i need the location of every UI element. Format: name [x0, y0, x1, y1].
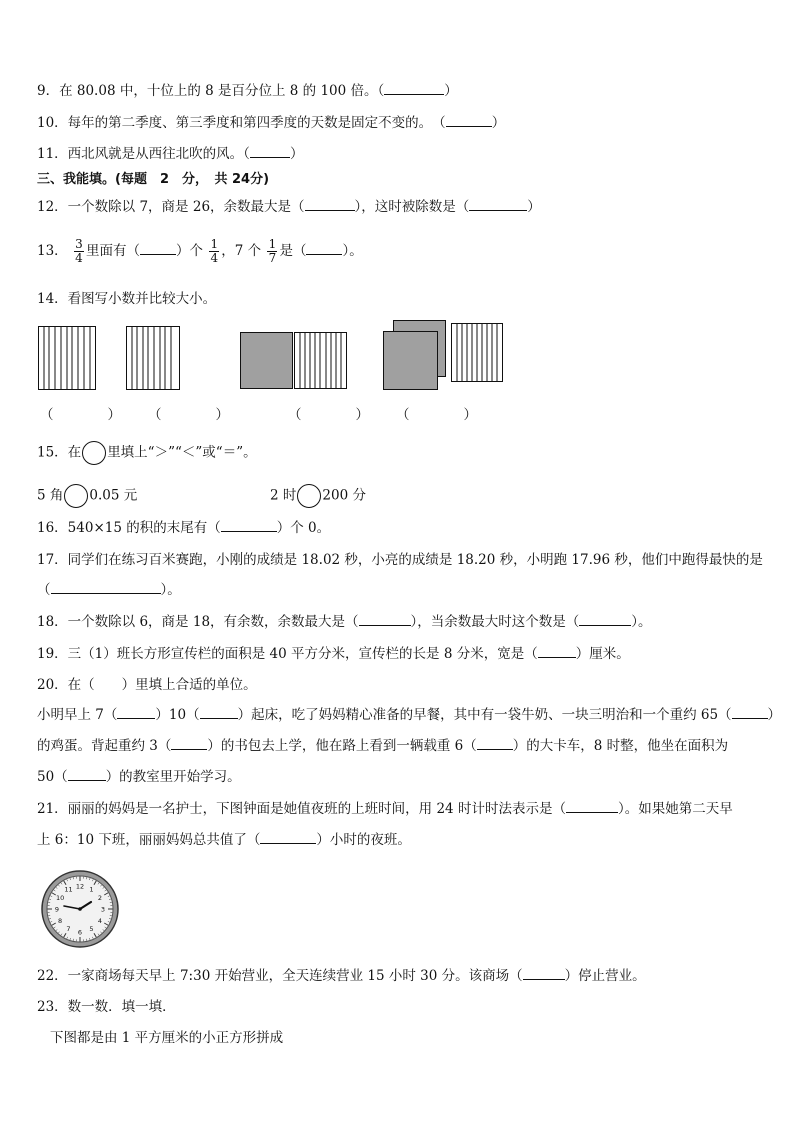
question-18: 18．一个数除以 6，商是 18，有余数，余数最大是（ ），当余数最大时这个数是（ ）。 — [37, 614, 652, 630]
fraction: $\frac{1}{4}$ — [210, 237, 219, 265]
clock-icon — [40, 869, 120, 949]
question-19: 19．三（1）班长方形宣传栏的面积是 40 平方分米，宣传栏的长是 8 分米，宽是（ ）厘米。 — [37, 646, 630, 662]
question-22: 22．一家商场每天早上 7:30 开始营业，全天连续营业 15 小时 30 分。该商场（ ）停止营业。 — [37, 968, 646, 984]
compare-item-left: 5 角 0.05 元 — [37, 484, 137, 508]
clock-number: 7 — [66, 925, 71, 934]
compare-circle[interactable] — [297, 484, 321, 508]
striped-figure-2 — [126, 326, 182, 392]
answer-blank[interactable] — [477, 737, 513, 750]
question-17: 17．同学们在练习百米赛跑，小刚的成绩是 18.02 秒，小亮的成绩是 18.20 秒，小明跑 17.96 秒，他们中跑得最快的是 — [37, 552, 763, 568]
compare-circle[interactable] — [64, 484, 88, 508]
compare-row-left[interactable]: （ ） （ ） — [40, 407, 229, 423]
question-23-subtext: 下图都是由 1 平方厘米的小正方形拼成 — [50, 1030, 284, 1046]
answer-blank[interactable] — [200, 706, 238, 719]
striped-figure-1 — [38, 326, 98, 392]
answer-blank[interactable] — [446, 114, 492, 127]
clock-number: 9 — [54, 905, 60, 914]
clock-number: 11 — [64, 885, 73, 894]
answer-blank[interactable] — [221, 519, 277, 532]
clock-number: 5 — [89, 925, 94, 934]
question-21-line-2: 上 6：10 下班，丽丽妈妈总共值了（ ）小时的夜班。 — [37, 832, 411, 848]
clock-number: 1 — [89, 885, 94, 894]
clock-number: 10 — [55, 893, 65, 902]
fraction: $\frac{3}{4}$ — [75, 237, 83, 265]
answer-blank[interactable] — [51, 581, 161, 594]
square-and-strips-figure — [240, 332, 352, 390]
section-heading: 三、我能填。(每题 2 分， 共 24分) — [37, 172, 270, 187]
answer-blank[interactable] — [469, 198, 527, 211]
question-12: 12．一个数除以 7，商是 26，余数最大是（ ），这时被除数是（ ） — [37, 199, 541, 215]
compare-item-right: 2 时 200 分 — [270, 484, 366, 508]
question-20-line-3: 50（ ）的教室里开始学习。 — [37, 769, 241, 785]
question-13: 13． $\frac{3}{4}$ 里面有（ ）个 $\frac{1}{4}$ ，7 个 $\frac{1}{7}$ 是（ ）。 — [37, 237, 363, 265]
answer-blank[interactable] — [384, 82, 444, 95]
question-20-line-2: 的鸡蛋。背起重约 3（ ）的书包去上学，他在路上看到一辆载重 6（ ）的大卡车，8 时整，他坐在面积为 — [37, 738, 729, 754]
answer-blank[interactable] — [117, 706, 155, 719]
compare-circle — [82, 441, 106, 465]
stacked-squares-figure — [383, 320, 508, 392]
answer-blank[interactable] — [523, 967, 565, 980]
answer-blank[interactable] — [732, 706, 768, 719]
question-11: 11．西北风就是从西往北吹的风。（ ） — [37, 146, 304, 162]
clock-number: 4 — [97, 916, 102, 925]
question-23: 23．数一数．填一填． — [37, 999, 176, 1015]
answer-blank[interactable] — [305, 198, 355, 211]
clock-number: 2 — [97, 893, 102, 902]
question-21: 21．丽丽的妈妈是一名护士，下图钟面是她值夜班的上班时间，用 24 时计时法表示是（ ）。如果她第二天早 — [37, 801, 733, 817]
clock-number: 3 — [100, 905, 106, 914]
question-14: 14．看图写小数并比较大小。 — [37, 291, 217, 307]
question-9: 9．在 80.08 中，十位上的 8 是百分位上 8 的 100 倍。（ ） — [37, 83, 458, 99]
answer-blank[interactable] — [566, 800, 618, 813]
question-15: 15．在 里填上“＞”“＜”或“＝”。 — [37, 441, 257, 465]
clock-number: 12 — [75, 882, 85, 891]
clock-number: 8 — [58, 916, 63, 925]
question-20-line-1: 小明早上 7（ ）10（ ）起床，吃了妈妈精心准备的早餐，其中有一袋牛奶、一块三明治和一个重约 65（ ） — [37, 707, 782, 723]
question-17-answer: （ ）。 — [37, 582, 181, 598]
answer-blank[interactable] — [260, 831, 316, 844]
question-16: 16．540×15 的积的末尾有（ ）个 0。 — [37, 520, 331, 536]
question-20: 20．在（ ）里填上合适的单位。 — [37, 677, 257, 693]
answer-blank[interactable] — [140, 242, 176, 255]
answer-blank[interactable] — [306, 242, 342, 255]
question-10: 10．每年的第二季度、第三季度和第四季度的天数是固定不变的。 （ ） — [37, 115, 506, 131]
answer-blank[interactable] — [579, 613, 631, 626]
answer-blank[interactable] — [538, 645, 576, 658]
answer-blank[interactable] — [68, 768, 106, 781]
answer-blank[interactable] — [250, 145, 290, 158]
clock-number: 6 — [77, 928, 83, 937]
fraction: $\frac{1}{7}$ — [268, 237, 277, 265]
answer-blank[interactable] — [171, 737, 207, 750]
compare-row-right[interactable]: （ ） （ ） — [288, 407, 477, 423]
answer-blank[interactable] — [359, 613, 411, 626]
